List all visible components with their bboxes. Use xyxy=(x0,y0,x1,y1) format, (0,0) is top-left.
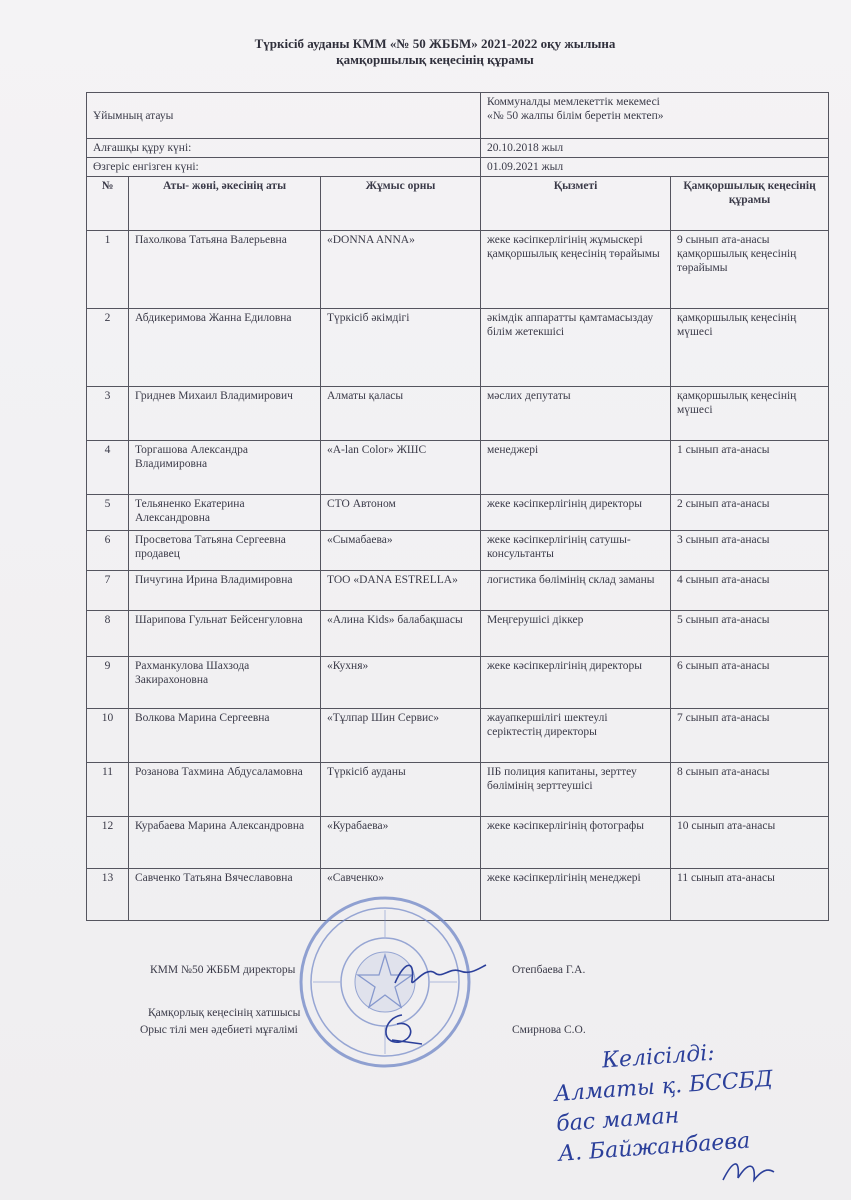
member-name: Рахманкулова Шахзода Закирахоновна xyxy=(129,657,321,709)
approval-line: А. Байжанбаева xyxy=(557,1128,752,1167)
member-workplace: «Савченко» xyxy=(321,869,481,921)
title-line-1: Түркісіб ауданы КММ «№ 50 ЖББМ» 2021-2022 оқу жылына xyxy=(254,36,616,51)
member-position: мәслих депутаты xyxy=(481,387,671,441)
approver-signature xyxy=(718,1150,778,1190)
row-number: 9 xyxy=(87,657,129,709)
member-role: 4 сынып ата-анасы xyxy=(671,571,829,611)
table-row xyxy=(87,657,829,709)
approval-line: бас маман xyxy=(555,1103,680,1137)
secretary-subject: Орыс тілі мен әдебиеті мұғалімі xyxy=(140,1024,298,1036)
row-number: 1 xyxy=(87,231,129,309)
member-workplace: «Тұлпар Шин Сервис» xyxy=(321,709,481,763)
member-name: Пичугина Ирина Владимировна xyxy=(129,571,321,611)
director-label: КММ №50 ЖББМ директоры xyxy=(150,964,296,976)
row-number: 13 xyxy=(87,869,129,921)
approval-line: Алматы қ. БССБД xyxy=(553,1066,774,1107)
member-position: жеке кәсіпкерлігінің директоры xyxy=(481,495,671,531)
member-workplace: СТО Автоном xyxy=(321,495,481,531)
info-label: Алғашқы құру күні: xyxy=(87,139,481,158)
info-value: 20.10.2018 жыл xyxy=(481,139,829,158)
table-row xyxy=(87,387,829,441)
member-position: Меңгерушісі діккер xyxy=(481,611,671,657)
approval-line: Келісілді: xyxy=(601,1040,716,1074)
row-number: 3 xyxy=(87,387,129,441)
column-header: Аты- жөні, әкесінің аты xyxy=(129,177,321,231)
document-title xyxy=(200,36,670,68)
column-header: Қамқоршылық кеңесінің құрамы xyxy=(671,177,829,231)
member-position: әкімдік аппаратты қамтамасыздау білім жетекшісі xyxy=(481,309,671,387)
org-name: «№ 50 жалпы білім беретін мектеп» xyxy=(487,110,664,122)
row-number: 8 xyxy=(87,611,129,657)
member-position: жеке кәсіпкерлігінің фотографы xyxy=(481,817,671,869)
info-label: Өзгеріс енгізген күні: xyxy=(87,158,481,177)
table-row xyxy=(87,309,829,387)
member-workplace: «Сымабаева» xyxy=(321,531,481,571)
column-header-row xyxy=(87,177,829,231)
member-position: логистика бөлімінің склад заманы xyxy=(481,571,671,611)
info-row xyxy=(87,93,829,139)
member-name: Гриднев Михаил Владимирович xyxy=(129,387,321,441)
member-workplace: Түркісіб ауданы xyxy=(321,763,481,817)
member-role: 6 сынып ата-анасы xyxy=(671,657,829,709)
info-row xyxy=(87,139,829,158)
table-row xyxy=(87,441,829,495)
member-position: жауапкершілігі шектеулі серіктестің директоры xyxy=(481,709,671,763)
member-workplace: «Курабаева» xyxy=(321,817,481,869)
column-header: Жұмыс орны xyxy=(321,177,481,231)
member-name: Пахолкова Татьяна Валерьевна xyxy=(129,231,321,309)
secretary-signature xyxy=(372,1010,432,1050)
row-number: 4 xyxy=(87,441,129,495)
table-row xyxy=(87,709,829,763)
secretary-label: Қамқорлық кеңесінің хатшысы xyxy=(148,1007,301,1019)
member-role: қамқоршылық кеңесінің мүшесі xyxy=(671,309,829,387)
member-role: 3 сынып ата-анасы xyxy=(671,531,829,571)
member-name: Шарипова Гульнат Бейсенгуловна xyxy=(129,611,321,657)
info-value xyxy=(481,93,829,139)
row-number: 11 xyxy=(87,763,129,817)
title-line-2: қамқоршылық кеңесінің құрамы xyxy=(336,52,534,67)
table-row xyxy=(87,763,829,817)
director-signature xyxy=(390,955,490,995)
member-workplace: Түркісіб әкімдігі xyxy=(321,309,481,387)
column-header: Қызметі xyxy=(481,177,671,231)
member-position: менеджері xyxy=(481,441,671,495)
member-position: жеке кәсіпкерлігінің сатушы-консультанты xyxy=(481,531,671,571)
row-number: 12 xyxy=(87,817,129,869)
member-position: жеке кәсіпкерлігінің менеджері xyxy=(481,869,671,921)
table-row xyxy=(87,817,829,869)
member-role: 10 сынып ата-анасы xyxy=(671,817,829,869)
member-name: Просветова Татьяна Сергеевна продавец xyxy=(129,531,321,571)
council-table xyxy=(86,92,829,921)
row-number: 10 xyxy=(87,709,129,763)
info-row xyxy=(87,158,829,177)
table-row xyxy=(87,611,829,657)
member-name: Савченко Татьяна Вячеславовна xyxy=(129,869,321,921)
member-name: Абдикеримова Жанна Едиловна xyxy=(129,309,321,387)
table-row xyxy=(87,231,829,309)
member-position: жеке кәсіпкерлігінің директоры xyxy=(481,657,671,709)
member-role: 11 сынып ата-анасы xyxy=(671,869,829,921)
row-number: 7 xyxy=(87,571,129,611)
member-workplace: «Кухня» xyxy=(321,657,481,709)
member-name: Курабаева Марина Александровна xyxy=(129,817,321,869)
director-name: Отепбаева Г.А. xyxy=(512,964,586,976)
member-role: 1 сынып ата-анасы xyxy=(671,441,829,495)
member-position: ІІБ полиция капитаны, зерттеу бөлімінің зерттеушісі xyxy=(481,763,671,817)
member-workplace: «Алина Kids» балабақшасы xyxy=(321,611,481,657)
row-number: 2 xyxy=(87,309,129,387)
info-label: Ұйымның атауы xyxy=(87,93,481,139)
column-header: № xyxy=(87,177,129,231)
member-name: Тельяненко Екатерина Александровна xyxy=(129,495,321,531)
member-position: жеке кәсіпкерлігінің жұмыскері қамқоршылық кеңесінің төрайымы xyxy=(481,231,671,309)
member-role: 7 сынып ата-анасы xyxy=(671,709,829,763)
row-number: 5 xyxy=(87,495,129,531)
member-role: қамқоршылық кеңесінің мүшесі xyxy=(671,387,829,441)
member-workplace: «A-lan Color» ЖШС xyxy=(321,441,481,495)
table-row xyxy=(87,495,829,531)
member-role: 9 сынып ата-анасы қамқоршылық кеңесінің төрайымы xyxy=(671,231,829,309)
member-workplace: ТОО «DANA ESTRELLA» xyxy=(321,571,481,611)
member-name: Розанова Тахмина Абдусаламовна xyxy=(129,763,321,817)
table-row xyxy=(87,531,829,571)
approval-note xyxy=(551,1030,844,1170)
member-workplace: Алматы қаласы xyxy=(321,387,481,441)
member-role: 5 сынып ата-анасы xyxy=(671,611,829,657)
table-row xyxy=(87,571,829,611)
info-value: 01.09.2021 жыл xyxy=(481,158,829,177)
secretary-name: Смирнова С.О. xyxy=(512,1024,586,1036)
member-name: Волкова Марина Сергеевна xyxy=(129,709,321,763)
org-type: Коммуналды мемлекеттік мекемесі xyxy=(487,96,660,108)
row-number: 6 xyxy=(87,531,129,571)
member-role: 8 сынып ата-анасы xyxy=(671,763,829,817)
member-name: Торгашова Александра Владимировна xyxy=(129,441,321,495)
member-role: 2 сынып ата-анасы xyxy=(671,495,829,531)
member-workplace: «DONNA ANNA» xyxy=(321,231,481,309)
table-body xyxy=(87,231,829,921)
